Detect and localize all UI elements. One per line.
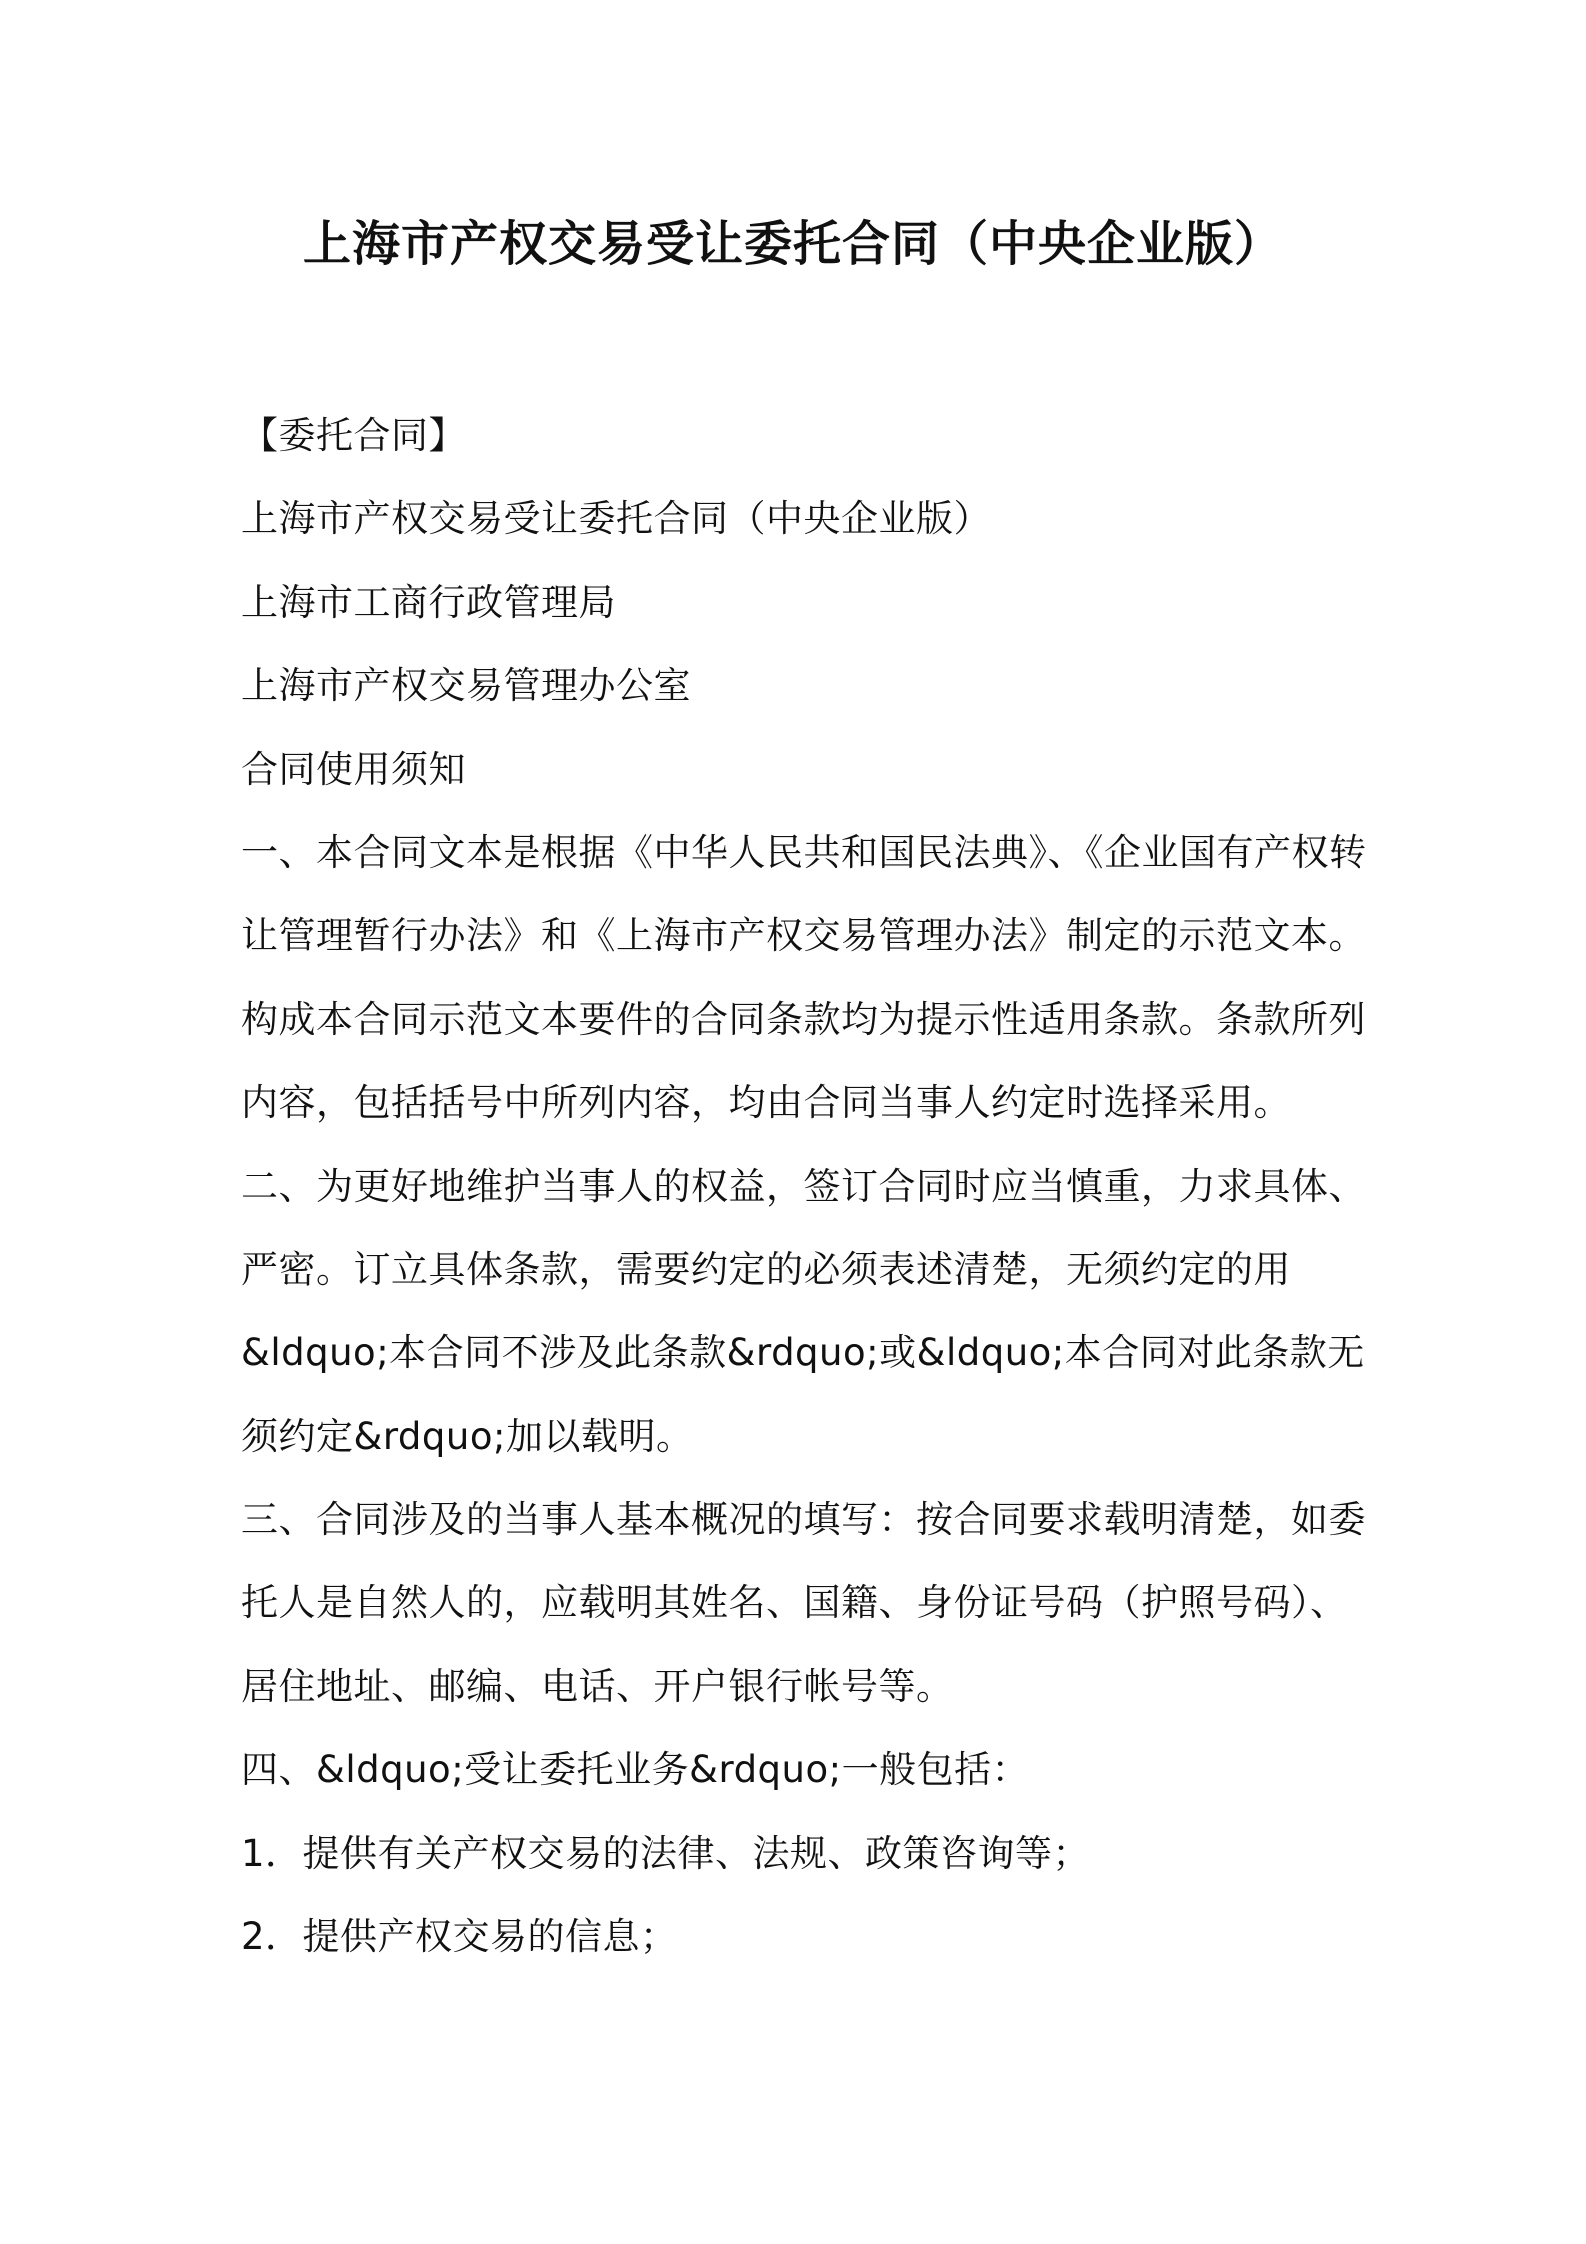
contract-name-line: 上海市产权交易受让委托合同（中央企业版） bbox=[241, 497, 991, 541]
paragraph-line: &ldquo;本合同不涉及此条款&rdquo;或&ldquo;本合同对此条款无 bbox=[241, 1331, 1365, 1375]
issuer-line-2: 上海市产权交易管理办公室 bbox=[241, 664, 691, 708]
paragraph-line: 居住地址、邮编、电话、开户银行帐号等。 bbox=[241, 1664, 954, 1708]
paragraph-line: 托人是自然人的，应载明其姓名、国籍、身份证号码（护照号码）、 bbox=[241, 1581, 1348, 1625]
section-heading-commission-contract: 【委托合同】 bbox=[241, 414, 466, 457]
paragraph-line: 内容，包括括号中所列内容，均由合同当事人约定时选择采用。 bbox=[241, 1081, 1291, 1125]
paragraph-line: 四、&ldquo;受让委托业务&rdquo;一般包括： bbox=[241, 1748, 1030, 1792]
paragraph-line: 二、为更好地维护当事人的权益，签订合同时应当慎重，力求具体、 bbox=[241, 1164, 1366, 1208]
list-item: 2．提供产权交易的信息； bbox=[241, 1915, 678, 1959]
paragraph-line: 一、本合同文本是根据《中华人民共和国民法典》、《企业国有产权转 bbox=[241, 830, 1367, 874]
paragraph-line: 须约定&rdquo;加以载明。 bbox=[241, 1414, 694, 1458]
paragraph-line: 三、合同涉及的当事人基本概况的填写：按合同要求载明清楚，如委 bbox=[241, 1498, 1366, 1542]
paragraph-line: 构成本合同示范文本要件的合同条款均为提示性适用条款。条款所列 bbox=[241, 997, 1366, 1041]
paragraph-line: 严密。订立具体条款，需要约定的必须表述清楚，无须约定的用 bbox=[241, 1247, 1291, 1291]
document-body bbox=[241, 405, 1367, 1989]
issuer-line-1: 上海市工商行政管理局 bbox=[241, 580, 616, 624]
list-item: 1．提供有关产权交易的法律、法规、政策咨询等； bbox=[241, 1831, 1091, 1875]
document-title: 上海市产权交易受让委托合同（中央企业版） bbox=[302, 216, 1283, 272]
usage-notice-heading: 合同使用须知 bbox=[241, 747, 466, 791]
paragraph-line: 让管理暂行办法》和《上海市产权交易管理办法》制定的示范文本。 bbox=[241, 914, 1366, 958]
